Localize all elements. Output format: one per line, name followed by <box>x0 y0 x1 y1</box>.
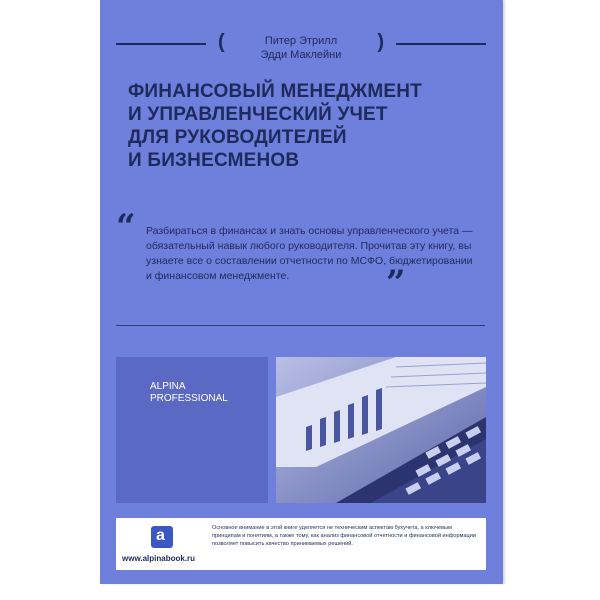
quote-open-icon: “ <box>116 207 136 247</box>
author-2: Эдди Маклейни <box>260 49 342 61</box>
book-cover <box>100 0 503 584</box>
website-link[interactable]: www.alpinabook.ru <box>122 554 196 563</box>
title-line: ДЛЯ РУКОВОДИТЕЛЕЙ <box>128 127 347 148</box>
footer-box <box>116 518 486 570</box>
series-line: PROFESSIONAL <box>150 393 228 404</box>
paren-right: ) <box>377 31 384 53</box>
author-1: Питер Этрилл <box>264 35 338 47</box>
title-line: ФИНАНСОВЫЙ МЕНЕДЖМЕНТ <box>128 81 422 102</box>
quote-text: Разбираться в финансах и знать основы управленческого учета — обязательный навык любого руководителя. Прочитав эту книгу, вы узнаете все о составлении отчетности по МСФО, бюджетировании и финансовом менеджменте. <box>146 225 473 282</box>
title-line: И БИЗНЕСМЕНОВ <box>128 150 300 171</box>
book-title <box>128 80 488 172</box>
paren-left: ( <box>218 31 225 53</box>
calculator-photo <box>276 357 486 503</box>
calculator-image <box>276 357 486 503</box>
decor-line-left <box>116 43 206 45</box>
authors <box>236 34 366 62</box>
title-line: И УПРАВЛЕНЧЕСКИЙ УЧЕТ <box>128 104 388 125</box>
series-line: ALPINA <box>150 381 186 392</box>
logo-letter: a <box>156 527 165 544</box>
quote-close-icon: ” <box>386 263 406 303</box>
decor-line-right <box>396 43 486 45</box>
footer-description: Основное внимание в этой книге уделяется не техническим аспектам бухучета, а ключевым принципам и понятиям, а также тому, как анализ финансовой отчетности и финансовой информации позволяет повысить качество принимаемых решений. <box>212 525 477 547</box>
separator-line <box>116 325 485 326</box>
alpina-logo-icon <box>151 526 173 548</box>
authors-row <box>116 30 486 60</box>
series-panel <box>116 357 268 503</box>
series-label <box>150 381 228 405</box>
